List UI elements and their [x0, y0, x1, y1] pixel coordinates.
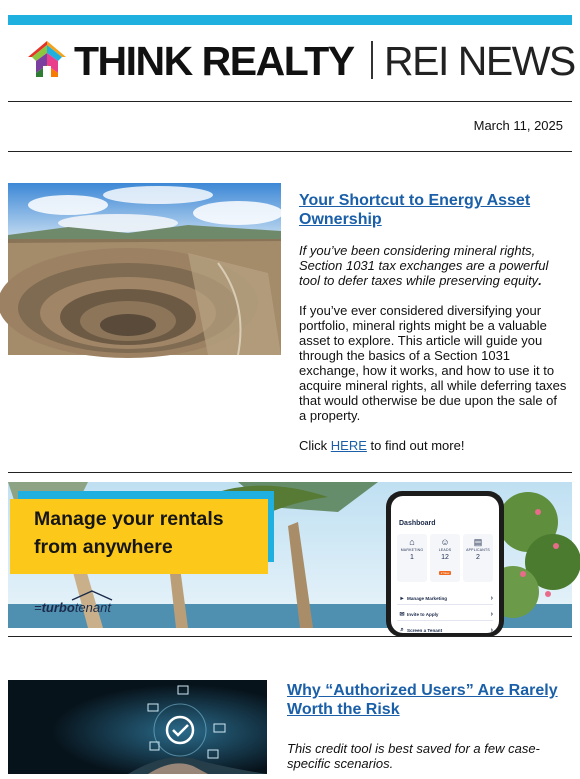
- article-body: If you’ve ever considered diversifying your portfolio, mineral rights might be a valuable asset to explore. This article will guide you through the basics of a Section 1031 exchange, how it works, and how to use it to acquire mineral rights, all while deferring taxes that would otherwise be due upon the sale of a property.: [299, 303, 567, 423]
- stat-value: 2: [476, 554, 480, 561]
- row-manage-marketing: [397, 592, 493, 605]
- accent-bar: [8, 15, 572, 25]
- document-icon: ▤: [473, 537, 483, 547]
- row-invite-apply: [397, 608, 493, 621]
- stat-label: MARKETING: [400, 548, 424, 552]
- brand-section: REI NEWS: [384, 38, 575, 84]
- phone-screen: [391, 496, 499, 633]
- megaphone-icon: ▸: [400, 595, 404, 602]
- dashboard-stats: [397, 534, 493, 582]
- cta-suffix: to find out more!: [366, 438, 465, 453]
- issue-date: March 11, 2025: [473, 118, 563, 133]
- envelope-icon: ✉: [399, 611, 405, 618]
- article-lede: [299, 243, 567, 288]
- chevron-right-icon: ›: [490, 626, 493, 634]
- new-badge: 2 New: [440, 571, 450, 575]
- search-icon: ⌕: [400, 626, 404, 633]
- divider: [8, 101, 572, 102]
- phone-mockup: [386, 491, 504, 637]
- brand-name: THINK REALTY: [74, 38, 354, 84]
- house-roof-icon: [70, 589, 114, 601]
- logo-bold: turbo: [41, 600, 75, 615]
- house-icon: ⌂: [409, 537, 415, 547]
- stat-label: LEADS: [438, 548, 452, 552]
- turbotenant-ad-banner[interactable]: [8, 482, 572, 634]
- article-authorized-users: [287, 681, 567, 771]
- colorful-house-icon: [26, 39, 68, 79]
- article-headline-link[interactable]: Your Shortcut to Energy Asset Ownership: [299, 192, 531, 228]
- article-cta: [299, 438, 567, 453]
- article-lede: This credit tool is best saved for a few case-specific scenarios.: [287, 741, 540, 771]
- brand-divider: [371, 41, 373, 79]
- credit-illustration: [8, 680, 267, 774]
- stat-label: APPLICANTS: [466, 548, 490, 552]
- stat-value: 1: [410, 554, 414, 561]
- mine-illustration: [8, 183, 281, 355]
- masthead[interactable]: [8, 25, 575, 103]
- cta-prefix: Click: [299, 438, 331, 453]
- credit-check-hands-photo[interactable]: [8, 680, 267, 774]
- row-label: Screen a Tenant: [407, 627, 443, 633]
- article-headline-link[interactable]: Why “Authorized Users” Are Rarely Worth the Risk: [287, 682, 558, 718]
- stat-leads: [430, 534, 460, 582]
- article-energy: [299, 191, 567, 453]
- turbotenant-logo: [34, 600, 111, 615]
- stat-value: 12: [441, 554, 449, 561]
- dashboard-title: Dashboard: [399, 520, 436, 527]
- lede-end: .: [538, 273, 542, 288]
- divider: [8, 151, 572, 152]
- lede-text: If you’ve been considering mineral rights, Section 1031 tax exchanges are a powerful tool to defer taxes while preserving equity: [299, 243, 549, 288]
- cta-link[interactable]: HERE: [330, 438, 367, 453]
- divider: [8, 636, 572, 637]
- open-pit-mine-photo[interactable]: [8, 183, 281, 355]
- chevron-right-icon: ›: [490, 594, 493, 602]
- row-label: Manage Marketing: [407, 595, 448, 601]
- logo-rest: tenant: [74, 600, 111, 615]
- people-icon: ☺: [440, 537, 450, 547]
- ad-headline: Manage your rentals from anywhere: [34, 508, 224, 558]
- chevron-right-icon: ›: [490, 610, 493, 618]
- stat-applicants: [463, 534, 493, 582]
- logo-dash: =: [34, 600, 42, 615]
- row-label: Invite to Apply: [407, 611, 439, 617]
- divider: [8, 472, 572, 473]
- stat-marketing: [397, 534, 427, 582]
